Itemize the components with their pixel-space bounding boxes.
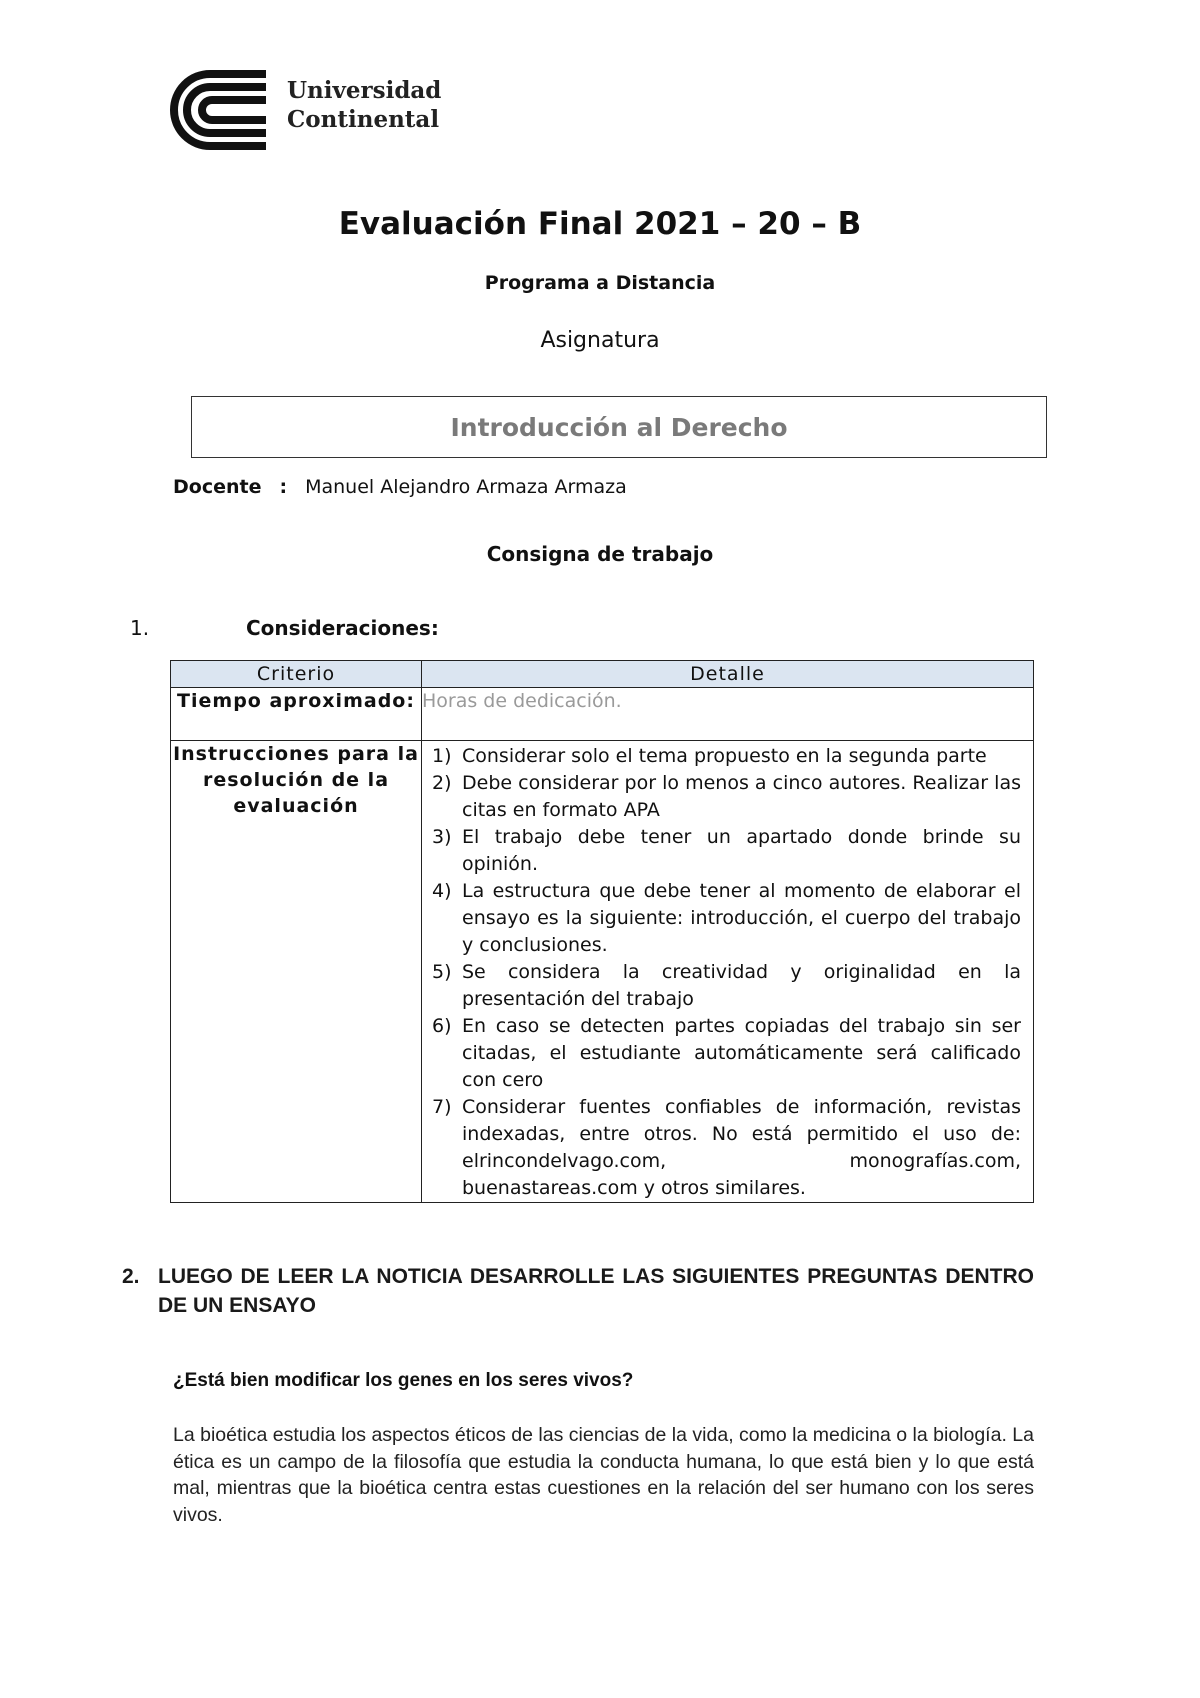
page-title: Evaluación Final 2021 – 20 – B [338, 206, 862, 242]
table-row [171, 688, 1034, 741]
section-1-number: 1. [130, 616, 150, 640]
section-1-title: Consideraciones: [246, 616, 439, 640]
list-item: 1) Considerar solo el tema propuesto en la segunda parte [432, 745, 987, 767]
detalle-instrucciones [422, 741, 1034, 1203]
logo-mark-icon [170, 70, 270, 150]
program-label: Programa a Distancia [484, 272, 716, 294]
section-2-number: 2. [122, 1265, 140, 1288]
header-detalle: Detalle [422, 661, 1034, 688]
list-item: 3) El trabajo debe tener un apartado donde brinde su opinión. [432, 826, 1021, 875]
subject-label: Asignatura [540, 328, 660, 353]
criteria-table [170, 660, 1034, 1203]
header-criterio: Criterio [171, 661, 422, 688]
essay-question: ¿Está bien modificar los genes en los seres vivos? [173, 1370, 634, 1391]
docente-line [173, 476, 627, 498]
university-logo [170, 70, 440, 150]
logo-wordmark [287, 76, 441, 134]
list-item: 2) Debe considerar por lo menos a cinco autores. Realizar las citas en formato APA [432, 772, 1021, 821]
docente-name: Manuel Alejandro Armaza Armaza [305, 476, 627, 498]
consigna-heading: Consigna de trabajo [486, 542, 714, 566]
docente-separator: : [279, 476, 288, 498]
subject-name: Introducción al Derecho [450, 412, 788, 442]
list-item: 6) En caso se detecten partes copiadas del trabajo sin ser citadas, el estudiante automáticamente será calificado con cero [432, 1015, 1021, 1091]
section-2-title: LUEGO DE LEER LA NOTICIA DESARROLLE LAS SIGUIENTES PREGUNTAS DENTRO DE UN ENSAYO [158, 1265, 1034, 1317]
logo-line-2: Continental [287, 106, 440, 133]
detalle-tiempo: Horas de dedicación. [422, 688, 1034, 741]
section-2-heading [122, 1262, 1034, 1320]
table-header-row [171, 661, 1034, 688]
list-item: 5) Se considera la creatividad y originalidad en la presentación del trabajo [432, 961, 1021, 1010]
body-paragraph: La bioética estudia los aspectos éticos de las ciencias de la vida, como la medicina o la biología. La ética es un campo de la filosofía que estudia la conducta humana, lo que está bien y lo que está mal, mientras que la bioética centra estas cuestiones en la relación del ser humano con los seres vivos. [173, 1424, 1034, 1526]
criterio-tiempo: Tiempo aproximado: [171, 688, 422, 741]
instructions-list [422, 741, 1033, 1202]
criterio-instrucciones: Instrucciones para la resolución de la evaluación [171, 741, 422, 1203]
docente-label: Docente [173, 476, 262, 498]
logo-line-1: Universidad [287, 77, 442, 104]
list-item: 7) Considerar fuentes confiables de información, revistas indexadas, entre otros. No está permitido el uso de: elrincondelvago.com, monografías.com, buenastareas.com y otros similares. [432, 1096, 1021, 1199]
list-item: 4) La estructura que debe tener al momento de elaborar el ensayo es la siguiente: introducción, el cuerpo del trabajo y conclusiones. [432, 880, 1021, 956]
subject-box [191, 396, 1047, 458]
table-row [171, 741, 1034, 1203]
section-1-heading [130, 616, 439, 640]
